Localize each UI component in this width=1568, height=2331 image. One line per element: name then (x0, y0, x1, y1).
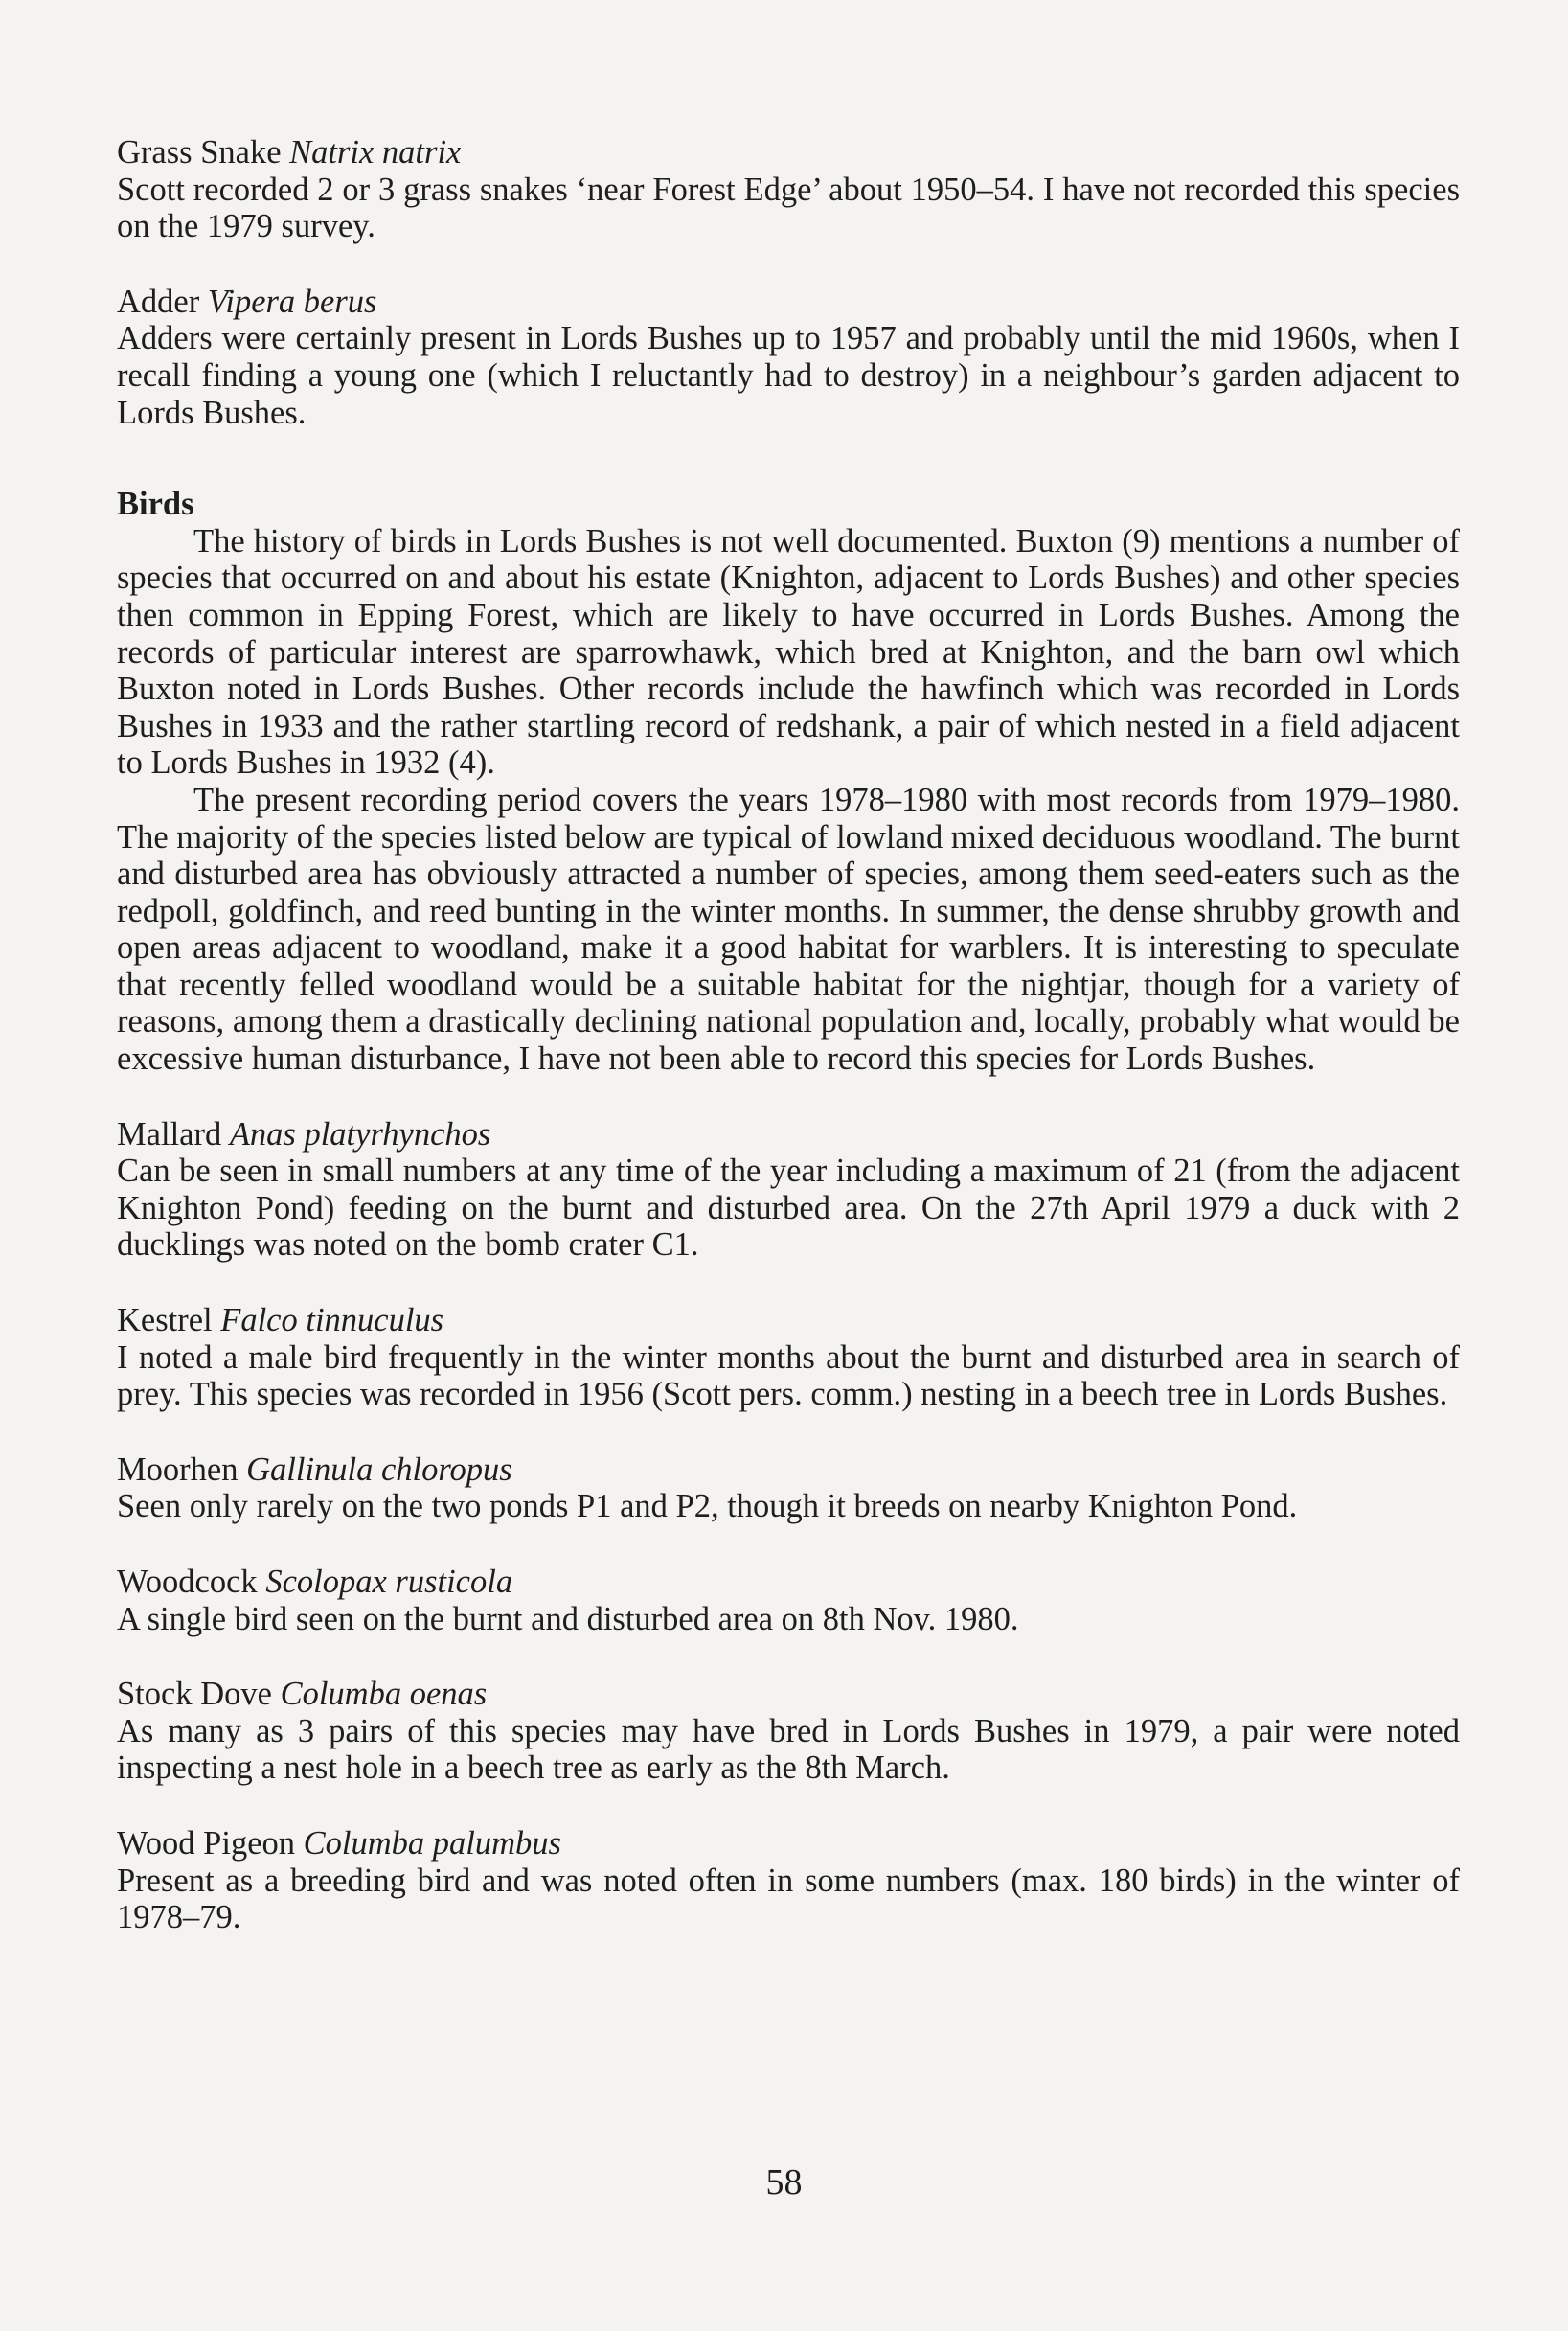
species-entry-moorhen (117, 1451, 1460, 1525)
species-heading (117, 1564, 1460, 1601)
scientific-name: Gallinula chloropus (246, 1451, 512, 1488)
birds-recording-paragraph: The present recording period covers the years 1978–1980 with most records from 1979–1980. The majority of the species listed below are typical of lowland mixed deciduous woodland. The burnt and disturbed area has obviously attracted a number of species, among them seed-eaters such as the redpoll, goldfinch, and reed bunting in the winter months. In summer, the dense shrubby growth and open areas adjacent to woodland, make it a good habitat for warblers. It is interesting to speculate that recently felled woodland would be a suitable habitat for the nightjar, though for a variety of reasons, among them a drastically declining national population and, locally, probably what would be excessive human disturbance, I have not been able to record this species for Lords Bushes. (117, 781, 1461, 1078)
page-content (117, 134, 1460, 1936)
species-text: Present as a breeding bird and was noted often in some numbers (max. 180 birds) in the winter of 1978–79. (117, 1862, 1460, 1936)
species-entry-mallard (117, 1116, 1460, 1264)
species-text: Seen only rarely on the two ponds P1 and P2, though it breeds on nearby Knighton Pond. (117, 1488, 1298, 1525)
species-entry-kestrel (117, 1302, 1460, 1413)
species-text: Scott recorded 2 or 3 grass snakes ‘near Forest Edge’ about 1950–54. I have not recorded this species on the 1979 survey. (117, 171, 1460, 245)
species-heading (117, 134, 1460, 171)
page-number: 58 (765, 2162, 803, 2203)
common-name: Mallard (117, 1115, 222, 1153)
common-name: Woodcock (117, 1564, 258, 1600)
common-name: Kestrel (117, 1302, 213, 1339)
common-name: Grass Snake (117, 134, 282, 171)
scientific-name: Scolopax rusticola (265, 1564, 513, 1600)
common-name: Adder (117, 283, 200, 320)
common-name: Wood Pigeon (117, 1824, 296, 1862)
scientific-name: Anas platyrhynchos (229, 1115, 491, 1153)
common-name: Stock Dove (117, 1676, 272, 1713)
species-heading (117, 1116, 1460, 1154)
species-text: As many as 3 pairs of this species may have bred in Lords Bushes in 1979, a pair were noted inspecting a nest hole in a beech tree as early as the 8th March. (117, 1712, 1460, 1787)
scientific-name: Falco tinnuculus (220, 1302, 444, 1339)
common-name: Moorhen (117, 1451, 239, 1488)
scientific-name: Vipera berus (207, 283, 377, 320)
species-text: A single bird seen on the burnt and disturbed area on 8th Nov. 1980. (117, 1600, 1019, 1637)
birds-section (117, 486, 1460, 1078)
scientific-name: Natrix natrix (289, 134, 462, 171)
species-text: Can be seen in small numbers at any time of the year including a maximum of 21 (from the adjacent Knighton Pond) feeding on the burnt and disturbed area. On the 27th April 1979 a duck with 2 ducklings was noted on the bomb crater C1. (117, 1153, 1460, 1264)
species-entry-woodcock (117, 1564, 1460, 1637)
scientific-name: Columba oenas (280, 1676, 488, 1713)
species-entry-adder (117, 284, 1460, 431)
species-heading (117, 1825, 1460, 1863)
species-entry-stock-dove (117, 1676, 1460, 1787)
species-text: I noted a male bird frequently in the winter months about the burnt and disturbed area in search of prey. This species was recorded in 1956 (Scott pers. comm.) nesting in a beech tree in Lords Bushes. (117, 1338, 1460, 1413)
species-heading (117, 284, 1460, 321)
species-heading (117, 1302, 1460, 1339)
species-entry-wood-pigeon (117, 1825, 1460, 1936)
scientific-name: Columba palumbus (303, 1824, 561, 1862)
species-entry-grass-snake (117, 134, 1460, 245)
species-heading (117, 1676, 1460, 1713)
birds-intro-paragraph: The history of birds in Lords Bushes is not well documented. Buxton (9) mentions a number of species that occurred on and about his estate (Knighton, adjacent to Lords Bushes) and other species then common in Epping Forest, which are likely to have occurred in Lords Bushes. Among the records of particular interest are sparrowhawk, which bred at Knighton, and the barn owl which Buxton noted in Lords Bushes. Other records include the hawfinch which was recorded in Lords Bushes in 1933 and the rather startling record of redshank, a pair of which nested in a field adjacent to Lords Bushes in 1932 (4). (117, 522, 1460, 782)
birds-heading: Birds (117, 486, 194, 523)
species-heading (117, 1451, 1460, 1489)
species-text: Adders were certainly present in Lords Bushes up to 1957 and probably until the mid 1960s, when I recall finding a young one (which I reluctantly had to destroy) in a neighbour’s garden adjacent to Lords Bushes. (117, 320, 1460, 431)
